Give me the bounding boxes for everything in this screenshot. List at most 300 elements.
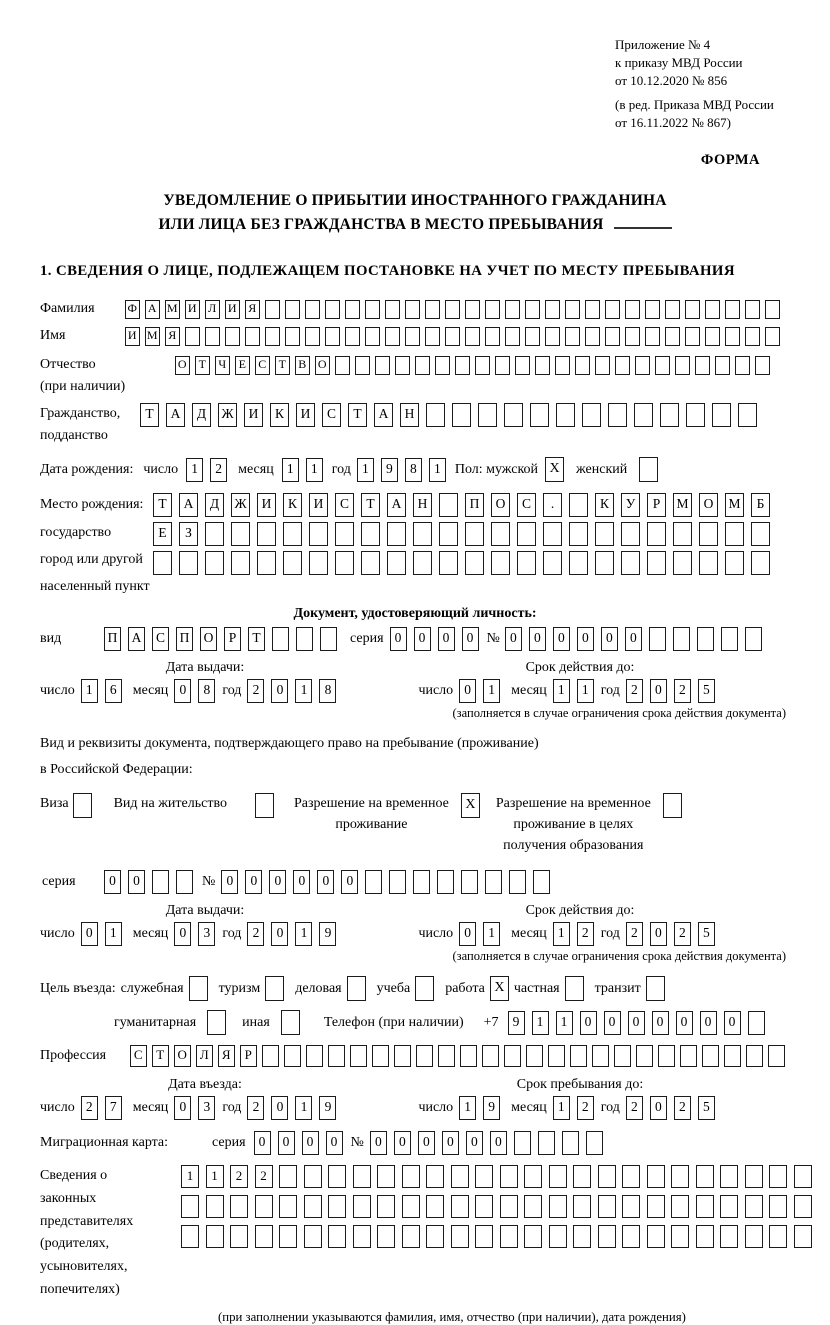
form-cell[interactable] [636, 1045, 653, 1067]
form-cell[interactable]: 0 [317, 870, 334, 894]
form-cell[interactable]: 2 [247, 922, 264, 946]
form-cell[interactable]: 0 [652, 1011, 669, 1035]
form-cell[interactable]: А [145, 300, 160, 319]
form-cell[interactable]: X [490, 976, 509, 1001]
form-cell[interactable]: 2 [674, 922, 691, 946]
form-cell[interactable] [205, 551, 224, 575]
form-cell[interactable]: З [179, 522, 198, 546]
form-cell[interactable] [328, 1165, 346, 1188]
form-cell[interactable]: 1 [429, 458, 446, 482]
form-cell[interactable] [279, 1165, 297, 1188]
form-cell[interactable]: М [725, 493, 744, 517]
form-cell[interactable]: К [270, 403, 289, 427]
form-cell[interactable] [746, 1045, 763, 1067]
form-cell[interactable] [461, 870, 478, 894]
form-cell[interactable] [625, 327, 640, 346]
form-cell[interactable] [525, 327, 540, 346]
form-cell[interactable] [514, 1131, 531, 1155]
form-cell[interactable] [320, 627, 337, 651]
form-cell[interactable] [377, 1165, 395, 1188]
form-cell[interactable] [745, 300, 760, 319]
form-cell[interactable] [353, 1225, 371, 1248]
form-cell[interactable]: Ж [231, 493, 250, 517]
form-cell[interactable] [598, 1165, 616, 1188]
form-cell[interactable] [328, 1045, 345, 1067]
form-cell[interactable] [365, 300, 380, 319]
form-cell[interactable] [185, 327, 200, 346]
form-cell[interactable] [647, 1195, 665, 1218]
form-cell[interactable]: Т [348, 403, 367, 427]
form-cell[interactable] [605, 300, 620, 319]
form-cell[interactable] [189, 976, 208, 1001]
form-cell[interactable]: 2 [230, 1165, 248, 1188]
form-cell[interactable]: И [185, 300, 200, 319]
form-cell[interactable] [413, 522, 432, 546]
form-cell[interactable] [725, 327, 740, 346]
form-cell[interactable]: 1 [556, 1011, 573, 1035]
form-cell[interactable] [533, 870, 550, 894]
form-cell[interactable] [465, 522, 484, 546]
form-cell[interactable] [598, 1225, 616, 1248]
form-cell[interactable] [451, 1225, 469, 1248]
form-cell[interactable] [769, 1165, 787, 1188]
form-cell[interactable] [745, 1225, 763, 1248]
form-cell[interactable] [304, 1165, 322, 1188]
form-cell[interactable]: 9 [381, 458, 398, 482]
form-cell[interactable] [350, 1045, 367, 1067]
form-cell[interactable]: Ж [218, 403, 237, 427]
form-cell[interactable] [402, 1225, 420, 1248]
form-cell[interactable]: 0 [221, 870, 238, 894]
form-cell[interactable] [621, 522, 640, 546]
form-cell[interactable]: 0 [676, 1011, 693, 1035]
form-cell[interactable] [279, 1225, 297, 1248]
form-cell[interactable] [724, 1045, 741, 1067]
form-cell[interactable]: 0 [553, 627, 570, 651]
form-cell[interactable]: X [461, 793, 480, 818]
form-cell[interactable] [524, 1225, 542, 1248]
form-cell[interactable] [725, 300, 740, 319]
form-cell[interactable]: 0 [650, 679, 667, 703]
form-cell[interactable] [545, 300, 560, 319]
form-cell[interactable] [509, 870, 526, 894]
form-cell[interactable] [769, 1225, 787, 1248]
form-cell[interactable] [745, 327, 760, 346]
form-cell[interactable]: А [387, 493, 406, 517]
form-cell[interactable] [614, 1045, 631, 1067]
form-cell[interactable] [272, 627, 289, 651]
form-cell[interactable] [377, 1195, 395, 1218]
form-cell[interactable] [649, 627, 666, 651]
form-cell[interactable] [475, 356, 490, 375]
form-cell[interactable] [769, 1195, 787, 1218]
form-cell[interactable] [207, 1010, 226, 1035]
form-cell[interactable] [230, 1195, 248, 1218]
form-cell[interactable]: Н [400, 403, 419, 427]
form-cell[interactable]: О [491, 493, 510, 517]
form-cell[interactable] [745, 627, 762, 651]
form-cell[interactable]: 0 [394, 1131, 411, 1155]
form-cell[interactable]: 5 [698, 679, 715, 703]
form-cell[interactable] [671, 1195, 689, 1218]
form-cell[interactable] [794, 1225, 812, 1248]
form-cell[interactable]: 0 [269, 870, 286, 894]
form-cell[interactable] [647, 1165, 665, 1188]
form-cell[interactable] [387, 522, 406, 546]
form-cell[interactable] [181, 1195, 199, 1218]
form-cell[interactable]: 9 [319, 922, 336, 946]
form-cell[interactable]: И [309, 493, 328, 517]
form-cell[interactable] [582, 403, 601, 427]
form-cell[interactable]: 0 [128, 870, 145, 894]
form-cell[interactable]: Т [140, 403, 159, 427]
form-cell[interactable] [635, 356, 650, 375]
form-cell[interactable]: 5 [698, 1096, 715, 1120]
form-cell[interactable]: П [176, 627, 193, 651]
form-cell[interactable]: 0 [326, 1131, 343, 1155]
form-cell[interactable] [621, 551, 640, 575]
form-cell[interactable] [377, 1225, 395, 1248]
form-cell[interactable] [634, 403, 653, 427]
form-cell[interactable]: 0 [580, 1011, 597, 1035]
form-cell[interactable] [738, 403, 757, 427]
form-cell[interactable] [438, 1045, 455, 1067]
form-cell[interactable] [176, 870, 193, 894]
form-cell[interactable] [255, 793, 274, 818]
form-cell[interactable] [435, 356, 450, 375]
form-cell[interactable]: Р [647, 493, 666, 517]
form-cell[interactable]: 1 [186, 458, 203, 482]
form-cell[interactable]: 0 [438, 627, 455, 651]
form-cell[interactable]: 1 [81, 679, 98, 703]
form-cell[interactable]: 0 [601, 627, 618, 651]
form-cell[interactable] [402, 1195, 420, 1218]
form-cell[interactable]: Т [195, 356, 210, 375]
form-cell[interactable] [794, 1195, 812, 1218]
form-cell[interactable] [335, 522, 354, 546]
form-cell[interactable]: 0 [724, 1011, 741, 1035]
form-cell[interactable] [405, 300, 420, 319]
form-cell[interactable]: 0 [700, 1011, 717, 1035]
form-cell[interactable] [425, 300, 440, 319]
form-cell[interactable] [179, 551, 198, 575]
form-cell[interactable]: О [315, 356, 330, 375]
form-cell[interactable]: 0 [650, 922, 667, 946]
form-cell[interactable] [279, 1195, 297, 1218]
form-cell[interactable] [639, 457, 658, 482]
form-cell[interactable]: Н [413, 493, 432, 517]
form-cell[interactable] [365, 327, 380, 346]
form-cell[interactable]: 0 [490, 1131, 507, 1155]
form-cell[interactable] [575, 356, 590, 375]
form-cell[interactable] [570, 1045, 587, 1067]
form-cell[interactable] [585, 300, 600, 319]
form-cell[interactable]: 5 [698, 922, 715, 946]
form-cell[interactable] [284, 1045, 301, 1067]
form-cell[interactable] [437, 870, 454, 894]
form-cell[interactable] [439, 551, 458, 575]
form-cell[interactable] [543, 551, 562, 575]
form-cell[interactable] [517, 522, 536, 546]
form-cell[interactable] [452, 403, 471, 427]
form-cell[interactable] [524, 1195, 542, 1218]
form-cell[interactable] [304, 1225, 322, 1248]
form-cell[interactable] [153, 551, 172, 575]
form-cell[interactable] [725, 522, 744, 546]
form-cell[interactable] [585, 327, 600, 346]
form-cell[interactable]: П [465, 493, 484, 517]
form-cell[interactable] [415, 356, 430, 375]
form-cell[interactable] [325, 300, 340, 319]
form-cell[interactable] [524, 1165, 542, 1188]
form-cell[interactable] [673, 551, 692, 575]
form-cell[interactable] [328, 1195, 346, 1218]
form-cell[interactable] [768, 1045, 785, 1067]
form-cell[interactable]: С [130, 1045, 147, 1067]
form-cell[interactable] [460, 1045, 477, 1067]
form-cell[interactable]: 0 [628, 1011, 645, 1035]
form-cell[interactable]: 1 [282, 458, 299, 482]
form-cell[interactable]: М [145, 327, 160, 346]
form-cell[interactable] [658, 1045, 675, 1067]
form-cell[interactable] [715, 356, 730, 375]
form-cell[interactable] [365, 870, 382, 894]
form-cell[interactable]: И [257, 493, 276, 517]
form-cell[interactable] [304, 1195, 322, 1218]
form-cell[interactable]: 0 [370, 1131, 387, 1155]
form-cell[interactable] [465, 300, 480, 319]
form-cell[interactable]: 1 [553, 679, 570, 703]
form-cell[interactable] [345, 327, 360, 346]
form-cell[interactable] [565, 976, 584, 1001]
form-cell[interactable]: 0 [442, 1131, 459, 1155]
form-cell[interactable]: К [283, 493, 302, 517]
form-cell[interactable]: 3 [198, 922, 215, 946]
form-cell[interactable] [426, 1195, 444, 1218]
form-cell[interactable] [309, 522, 328, 546]
form-cell[interactable] [500, 1195, 518, 1218]
form-cell[interactable] [720, 1195, 738, 1218]
form-cell[interactable]: 7 [105, 1096, 122, 1120]
form-cell[interactable]: 0 [459, 922, 476, 946]
form-cell[interactable] [265, 300, 280, 319]
form-cell[interactable] [345, 300, 360, 319]
form-cell[interactable]: 1 [532, 1011, 549, 1035]
form-cell[interactable] [402, 1165, 420, 1188]
form-cell[interactable] [387, 551, 406, 575]
form-cell[interactable]: С [335, 493, 354, 517]
form-cell[interactable]: 9 [508, 1011, 525, 1035]
form-cell[interactable]: А [374, 403, 393, 427]
form-cell[interactable]: Д [192, 403, 211, 427]
form-cell[interactable]: Б [751, 493, 770, 517]
form-cell[interactable]: 0 [293, 870, 310, 894]
form-cell[interactable] [347, 976, 366, 1001]
form-cell[interactable] [605, 327, 620, 346]
form-cell[interactable]: 1 [483, 679, 500, 703]
form-cell[interactable] [647, 522, 666, 546]
form-cell[interactable] [562, 1131, 579, 1155]
form-cell[interactable] [549, 1225, 567, 1248]
form-cell[interactable] [699, 551, 718, 575]
form-cell[interactable]: Р [240, 1045, 257, 1067]
form-cell[interactable]: И [125, 327, 140, 346]
form-cell[interactable]: 0 [271, 679, 288, 703]
form-cell[interactable] [565, 327, 580, 346]
form-cell[interactable]: 1 [105, 922, 122, 946]
form-cell[interactable] [504, 1045, 521, 1067]
form-cell[interactable]: С [255, 356, 270, 375]
form-cell[interactable] [720, 1225, 738, 1248]
form-cell[interactable] [595, 522, 614, 546]
form-cell[interactable] [205, 522, 224, 546]
form-cell[interactable] [647, 551, 666, 575]
form-cell[interactable]: 1 [357, 458, 374, 482]
form-cell[interactable]: С [322, 403, 341, 427]
form-cell[interactable] [353, 1165, 371, 1188]
form-cell[interactable] [255, 1195, 273, 1218]
form-cell[interactable] [615, 356, 630, 375]
form-cell[interactable] [491, 522, 510, 546]
form-cell[interactable] [505, 300, 520, 319]
form-cell[interactable]: X [545, 457, 564, 482]
form-cell[interactable]: 1 [181, 1165, 199, 1188]
form-cell[interactable] [285, 327, 300, 346]
form-cell[interactable]: 9 [483, 1096, 500, 1120]
form-cell[interactable] [485, 300, 500, 319]
form-cell[interactable]: 1 [295, 1096, 312, 1120]
form-cell[interactable]: . [543, 493, 562, 517]
form-cell[interactable] [455, 356, 470, 375]
form-cell[interactable] [465, 551, 484, 575]
form-cell[interactable]: 0 [418, 1131, 435, 1155]
form-cell[interactable] [485, 327, 500, 346]
form-cell[interactable] [413, 870, 430, 894]
form-cell[interactable]: О [174, 1045, 191, 1067]
form-cell[interactable] [595, 356, 610, 375]
form-cell[interactable] [283, 522, 302, 546]
form-cell[interactable] [696, 1225, 714, 1248]
form-cell[interactable] [451, 1165, 469, 1188]
form-cell[interactable]: Т [361, 493, 380, 517]
form-cell[interactable] [296, 627, 313, 651]
form-cell[interactable] [439, 493, 458, 517]
form-cell[interactable] [608, 403, 627, 427]
form-cell[interactable]: Е [235, 356, 250, 375]
form-cell[interactable] [685, 327, 700, 346]
form-cell[interactable] [425, 327, 440, 346]
form-cell[interactable]: 1 [483, 922, 500, 946]
form-cell[interactable] [647, 1225, 665, 1248]
form-cell[interactable]: Ф [125, 300, 140, 319]
form-cell[interactable]: Я [218, 1045, 235, 1067]
form-cell[interactable]: 0 [341, 870, 358, 894]
form-cell[interactable] [309, 551, 328, 575]
form-cell[interactable] [748, 1011, 765, 1035]
form-cell[interactable] [500, 1165, 518, 1188]
form-cell[interactable] [645, 327, 660, 346]
form-cell[interactable] [680, 1045, 697, 1067]
form-cell[interactable] [439, 522, 458, 546]
form-cell[interactable]: 1 [295, 922, 312, 946]
form-cell[interactable]: У [621, 493, 640, 517]
form-cell[interactable] [655, 356, 670, 375]
form-cell[interactable] [697, 627, 714, 651]
form-cell[interactable] [475, 1165, 493, 1188]
form-cell[interactable]: 0 [459, 679, 476, 703]
form-cell[interactable]: 0 [625, 627, 642, 651]
form-cell[interactable] [765, 300, 780, 319]
form-cell[interactable]: А [128, 627, 145, 651]
form-cell[interactable] [663, 793, 682, 818]
form-cell[interactable] [569, 522, 588, 546]
form-cell[interactable] [257, 551, 276, 575]
form-cell[interactable]: 8 [319, 679, 336, 703]
form-cell[interactable] [565, 300, 580, 319]
form-cell[interactable]: А [179, 493, 198, 517]
form-cell[interactable]: 6 [105, 679, 122, 703]
form-cell[interactable] [586, 1131, 603, 1155]
form-cell[interactable] [686, 403, 705, 427]
form-cell[interactable]: 0 [650, 1096, 667, 1120]
form-cell[interactable]: 0 [174, 679, 191, 703]
form-cell[interactable] [671, 1225, 689, 1248]
form-cell[interactable]: 1 [459, 1096, 476, 1120]
form-cell[interactable] [526, 1045, 543, 1067]
form-cell[interactable] [665, 327, 680, 346]
form-cell[interactable]: О [200, 627, 217, 651]
form-cell[interactable] [555, 356, 570, 375]
form-cell[interactable] [405, 327, 420, 346]
form-cell[interactable] [394, 1045, 411, 1067]
form-cell[interactable] [515, 356, 530, 375]
form-cell[interactable]: Т [152, 1045, 169, 1067]
form-cell[interactable] [305, 327, 320, 346]
form-cell[interactable] [549, 1195, 567, 1218]
form-cell[interactable] [569, 493, 588, 517]
form-cell[interactable] [426, 1225, 444, 1248]
form-cell[interactable]: 2 [674, 1096, 691, 1120]
form-cell[interactable]: О [175, 356, 190, 375]
form-cell[interactable] [335, 551, 354, 575]
form-cell[interactable]: 0 [271, 922, 288, 946]
form-cell[interactable] [426, 1165, 444, 1188]
form-cell[interactable] [573, 1195, 591, 1218]
form-cell[interactable]: 2 [577, 922, 594, 946]
form-cell[interactable] [361, 551, 380, 575]
form-cell[interactable] [395, 356, 410, 375]
form-cell[interactable] [535, 356, 550, 375]
form-cell[interactable] [255, 1225, 273, 1248]
form-cell[interactable] [262, 1045, 279, 1067]
form-cell[interactable] [389, 870, 406, 894]
form-cell[interactable] [257, 522, 276, 546]
form-cell[interactable]: Т [275, 356, 290, 375]
form-cell[interactable] [485, 870, 502, 894]
form-cell[interactable] [530, 403, 549, 427]
form-cell[interactable]: 3 [198, 1096, 215, 1120]
form-cell[interactable] [702, 1045, 719, 1067]
form-cell[interactable] [328, 1225, 346, 1248]
form-cell[interactable] [505, 327, 520, 346]
form-cell[interactable]: 1 [553, 922, 570, 946]
form-cell[interactable] [385, 327, 400, 346]
form-cell[interactable] [625, 300, 640, 319]
form-cell[interactable] [225, 327, 240, 346]
form-cell[interactable]: 2 [81, 1096, 98, 1120]
form-cell[interactable]: 2 [247, 1096, 264, 1120]
form-cell[interactable]: С [517, 493, 536, 517]
